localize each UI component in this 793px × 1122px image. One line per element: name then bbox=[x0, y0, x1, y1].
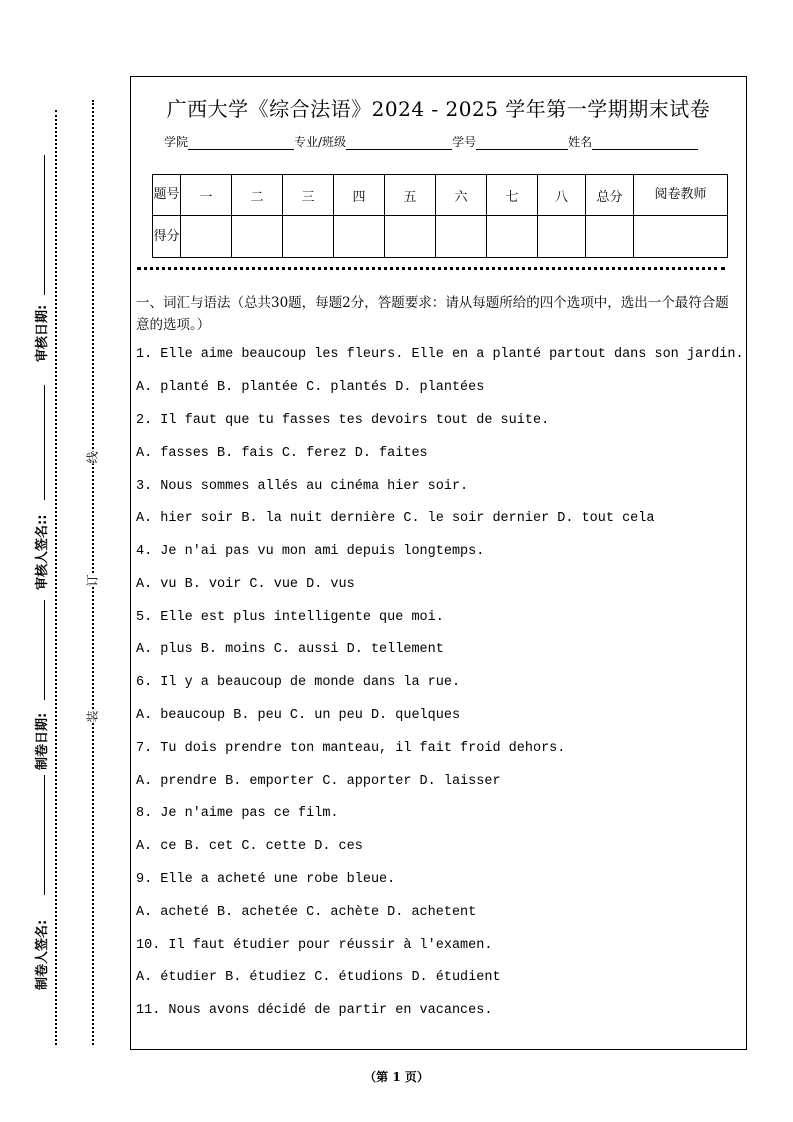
score-col-total: 总分 bbox=[586, 175, 634, 216]
bind-install-char: 装 bbox=[85, 710, 100, 723]
name-field[interactable] bbox=[592, 137, 698, 150]
score-col: 二 bbox=[232, 175, 283, 216]
major-label: 专业/班级 bbox=[294, 135, 347, 149]
question-options: A. plus B. moins C. aussi D. tellement bbox=[136, 642, 444, 657]
score-cell[interactable] bbox=[283, 216, 334, 258]
score-cell[interactable] bbox=[538, 216, 586, 258]
score-col: 七 bbox=[487, 175, 538, 216]
review-date-line bbox=[44, 155, 45, 295]
score-cell[interactable] bbox=[232, 216, 283, 258]
college-label: 学院 bbox=[164, 135, 189, 149]
question-options: A. ce B. cet C. cette D. ces bbox=[136, 839, 363, 854]
binding-dotted-line bbox=[92, 100, 94, 1045]
maker-sign-line bbox=[44, 775, 45, 895]
score-cell[interactable] bbox=[487, 216, 538, 258]
row-label-question: 题号 bbox=[153, 175, 181, 216]
reviewer-sign-label: 审核人签名:: bbox=[35, 514, 50, 590]
question-text: 3. Nous sommes allés au cinéma hier soir. bbox=[136, 479, 469, 494]
score-col: 一 bbox=[181, 175, 232, 216]
question-text: 7. Tu dois prendre ton manteau, il fait froid dehors. bbox=[136, 741, 566, 756]
bind-line-char: 线 bbox=[85, 451, 100, 464]
question-options: A. planté B. plantée C. plantés D. plantées bbox=[136, 380, 485, 395]
question-text: 2. Il faut que tu fasses tes devoirs tout de suite. bbox=[136, 413, 550, 428]
left-dotted-line bbox=[55, 110, 57, 1045]
question-text: 6. Il y a beaucoup de monde dans la rue. bbox=[136, 675, 461, 690]
question-text: 1. Elle aime beaucoup les fleurs. Elle en a planté partout dans son jardin. bbox=[136, 347, 744, 362]
question-text: 4. Je n'ai pas vu mon ami depuis longtemps. bbox=[136, 544, 485, 559]
question-options: A. hier soir B. la nuit dernière C. le soir dernier D. tout cela bbox=[136, 511, 655, 526]
score-col: 六 bbox=[436, 175, 487, 216]
exam-frame bbox=[130, 76, 747, 1050]
section-instruction: 一、词汇与语法（总共30题，每题2分，答题要求：请从每题所给的四个选项中，选出一个最符合题意的选项。） bbox=[136, 295, 729, 333]
question-options: A. étudier B. étudiez C. étudions D. étudient bbox=[136, 970, 501, 985]
score-col: 五 bbox=[385, 175, 436, 216]
score-cell[interactable] bbox=[586, 216, 634, 258]
score-cell[interactable] bbox=[634, 216, 728, 258]
major-field[interactable] bbox=[346, 137, 452, 150]
score-col: 八 bbox=[538, 175, 586, 216]
score-col: 四 bbox=[334, 175, 385, 216]
score-col-reviewer: 阅卷教师 bbox=[634, 175, 728, 216]
bind-order-char: 订 bbox=[85, 574, 100, 587]
score-table bbox=[152, 174, 728, 258]
question-options: A. beaucoup B. peu C. un peu D. quelques bbox=[136, 708, 461, 723]
question-options: A. prendre B. emporter C. apporter D. laisser bbox=[136, 774, 501, 789]
question-options: A. vu B. voir C. vue D. vus bbox=[136, 577, 355, 592]
score-col: 三 bbox=[283, 175, 334, 216]
page-footer: （第 1 页） bbox=[364, 1070, 429, 1084]
question-text: 11. Nous avons décidé de partir en vacances. bbox=[136, 1003, 493, 1018]
review-date-label: 审核日期: bbox=[35, 304, 50, 362]
row-label-score: 得分 bbox=[153, 216, 181, 258]
score-cell[interactable] bbox=[181, 216, 232, 258]
make-date-line bbox=[44, 600, 45, 700]
student-no-label: 学号 bbox=[452, 135, 477, 149]
score-cell[interactable] bbox=[436, 216, 487, 258]
student-info-row bbox=[164, 133, 698, 150]
student-no-field[interactable] bbox=[476, 137, 568, 150]
name-label: 姓名 bbox=[568, 135, 593, 149]
question-text: 5. Elle est plus intelligente que moi. bbox=[136, 610, 444, 625]
page-title: 广西大学《综合法语》2024 - 2025 学年第一学期期末试卷 bbox=[166, 97, 711, 121]
maker-sign-label: 制卷人签名: bbox=[35, 919, 50, 990]
score-cell[interactable] bbox=[385, 216, 436, 258]
question-options: A. acheté B. achetée C. achète D. achetent bbox=[136, 905, 477, 920]
make-date-label: 制卷日期: bbox=[35, 712, 50, 770]
question-text: 9. Elle a acheté une robe bleue. bbox=[136, 872, 396, 887]
separator bbox=[137, 267, 725, 270]
college-field[interactable] bbox=[188, 137, 294, 150]
reviewer-sign-line bbox=[44, 385, 45, 500]
question-options: A. fasses B. fais C. ferez D. faites bbox=[136, 446, 428, 461]
score-cell[interactable] bbox=[334, 216, 385, 258]
question-text: 8. Je n'aime pas ce film. bbox=[136, 806, 339, 821]
question-text: 10. Il faut étudier pour réussir à l'examen. bbox=[136, 938, 493, 953]
